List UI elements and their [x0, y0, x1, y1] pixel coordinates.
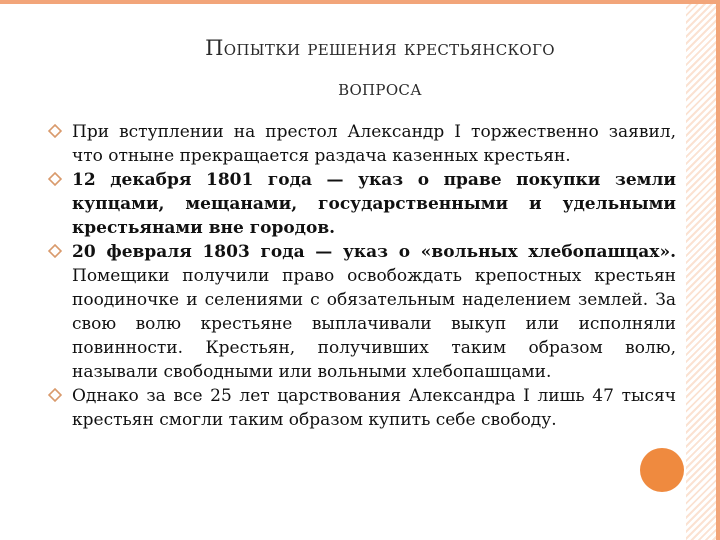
slide-title-line-2: вопроса: [338, 76, 422, 100]
hollow-diamond-bullet-icon: [48, 244, 62, 258]
hollow-diamond-bullet-icon: [48, 388, 62, 402]
bullet-text: Помещики получили право освобождать крепостных крестьян поодиночке и селениями с обязательным наделением землей. За свою волю крестьяне выплачивали выкуп или исполняли повинности. Крестьян, получивших таким образом волю, называли свободными или вольными хлебопашцами.: [72, 266, 676, 382]
bullet-item-3: [48, 240, 676, 384]
hollow-diamond-bullet-icon: [48, 124, 62, 138]
frame-top-border: [0, 0, 716, 4]
hollow-diamond-bullet-icon: [48, 172, 62, 186]
slide-title-line-1: Попытки решения крестьянского: [205, 36, 555, 60]
bullet-text: При вступлении на престол Александр I торжественно заявил, что отныне прекращается раздача казенных крестьян.: [72, 122, 676, 166]
decorative-accent-circle: [640, 448, 684, 492]
bullet-text-bold: 20 февраля 1803 года — указ о «вольных хлебопашцах».: [72, 242, 676, 262]
bullet-text: Однако за все 25 лет царствования Александра I лишь 47 тысяч крестьян смогли таким образом купить себе свободу.: [72, 386, 676, 430]
slide-title: [110, 28, 650, 108]
bullet-item-2: [48, 168, 676, 240]
frame-right-border: [716, 0, 720, 540]
decorative-stripe: [686, 0, 720, 540]
bullet-item-4: [48, 384, 676, 432]
bullet-item-1: [48, 120, 676, 168]
bullet-text-bold: 12 декабря 1801 года — указ о праве покупки земли купцами, мещанами, государственными и удельными крестьянами вне городов.: [72, 170, 676, 238]
bullet-list: [48, 120, 676, 432]
